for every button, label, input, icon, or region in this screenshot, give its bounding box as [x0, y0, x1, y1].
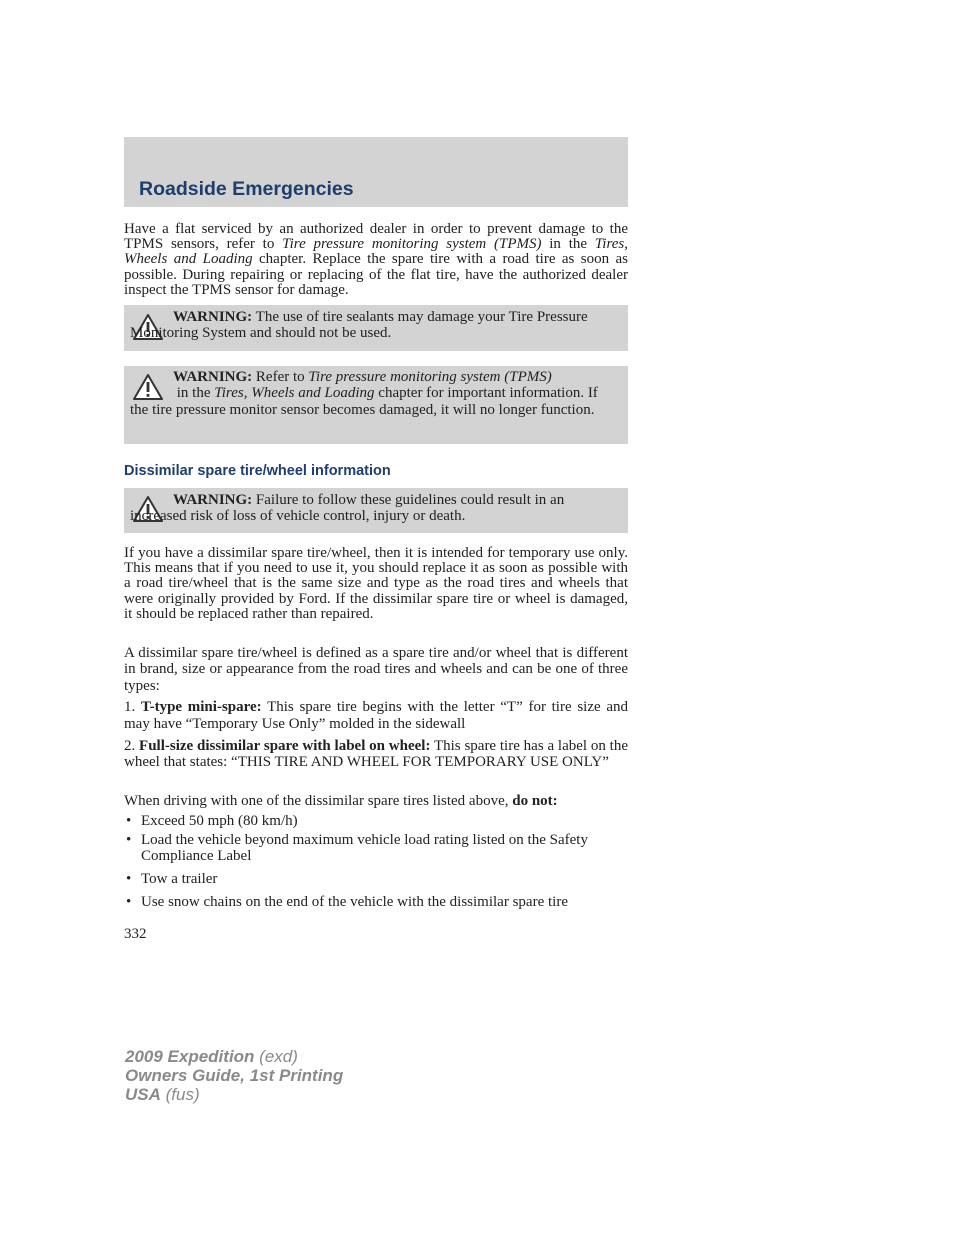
page-number: 332 [124, 926, 147, 942]
footer-model-code: (exd) [254, 1047, 298, 1066]
intro-text-1: Have a flat serviced by an authorized dealer in order to prevent damage to the TPMS sensors, refer to [124, 221, 628, 253]
footer-line-2: Owners Guide, 1st Printing [125, 1066, 344, 1085]
list-item [124, 813, 628, 831]
item-number: 1. [124, 699, 141, 715]
bullet-icon: • [126, 871, 132, 887]
list-item [124, 832, 628, 866]
warning-body: The use of tire sealants may damage your Tire Pressure Monitoring System and should not be used. [130, 309, 588, 342]
paragraph-text: A dissimilar spare tire/wheel is defined as a spare tire and/or wheel that is different in brand, size or appearance from the road tires and wheels and can be one of three types: [124, 645, 628, 694]
warning-text [130, 369, 618, 418]
list-item-text: Tow a trailer [141, 871, 218, 887]
footer-line-3 [125, 1085, 200, 1104]
dissimilar-paragraph-1 [124, 546, 628, 622]
warning-label: WARNING: [173, 369, 253, 385]
bullet-icon: • [126, 894, 132, 910]
warning-box-guidelines [124, 488, 628, 533]
warning-ref-chapter: Tires, Wheels and Loading [214, 385, 375, 402]
warning-text [130, 309, 618, 342]
type-item-2 [124, 738, 628, 771]
warning-ref-tpms: Tire pressure monitoring system (TPMS) [308, 369, 552, 385]
intro-ref-chapter: Tires, Wheels and Loading [124, 236, 628, 268]
warning-body-b: in the [173, 385, 215, 402]
warning-body: Failure to follow these guidelines could result in an increased risk of loss of vehicle control, injury or death. [130, 492, 565, 525]
list-item-text: Use snow chains on the end of the vehicle with the dissimilar spare tire [141, 894, 568, 910]
do-not-intro [124, 794, 628, 809]
footer-market-code: (fus) [160, 1085, 200, 1104]
warning-text [130, 492, 618, 525]
intro-paragraph [124, 222, 628, 298]
list-item-text: Load the vehicle beyond maximum vehicle load rating listed on the Safety Compliance Label [141, 832, 588, 865]
warning-body-a: Refer to [252, 369, 309, 385]
warning-body-c: chapter for important information. If the tire pressure monitor sensor becomes damaged, it will no longer function. [130, 385, 598, 418]
footer-line-1 [125, 1047, 298, 1066]
list-item [124, 894, 628, 912]
paragraph-text: When driving with one of the dissimilar spare tires listed above, [124, 793, 513, 809]
list-item-text: Exceed 50 mph (80 km/h) [141, 813, 298, 829]
footer-model: 2009 Expedition [125, 1047, 255, 1066]
footer-market: USA [125, 1085, 161, 1104]
warning-box-sealants [124, 305, 628, 351]
bullet-icon: • [126, 832, 132, 848]
warning-box-tpms [124, 366, 628, 444]
list-item [124, 871, 628, 889]
intro-ref-tpms: Tire pressure monitoring system (TPMS) [282, 236, 542, 253]
intro-text-2: in the [541, 236, 595, 253]
type-item-1 [124, 699, 628, 733]
intro-text-3: chapter. Replace the spare tire with a road tire as soon as possible. During repairing or replacing of the flat tire, have the authorized dealer inspect the TPMS sensor for damage. [124, 251, 628, 298]
do-not-label: do not: [512, 793, 558, 809]
item-text: This spare tire begins with the letter “T” for tire size and may have “Temporary Use Only” molded in the sidewall [124, 699, 629, 732]
dissimilar-paragraph-2 [124, 645, 628, 694]
paragraph-text: If you have a dissimilar spare tire/wheel, then it is intended for temporary use only. This means that if you need to use it, you should replace it as soon as possible with a road tire/wheel that is the same size and type as the road tires and wheels that were originally provided by Ford. If the dissimilar spare tire or wheel is damaged, it should be replaced rather than repaired. [124, 545, 628, 622]
bullet-icon: • [126, 813, 132, 829]
item-heading: Full-size dissimilar spare with label on wheel: [139, 738, 431, 754]
item-number: 2. [124, 738, 140, 754]
warning-label: WARNING: [173, 492, 253, 508]
page-title: Roadside Emergencies [139, 178, 354, 200]
warning-label: WARNING: [173, 309, 253, 325]
item-heading: T-type mini-spare: [140, 699, 262, 715]
item-text: This spare tire has a label on the wheel that states: “THIS TIRE AND WHEEL FOR TEMPORARY USE ONLY” [124, 738, 628, 771]
section-title: Dissimilar spare tire/wheel information [124, 463, 391, 479]
